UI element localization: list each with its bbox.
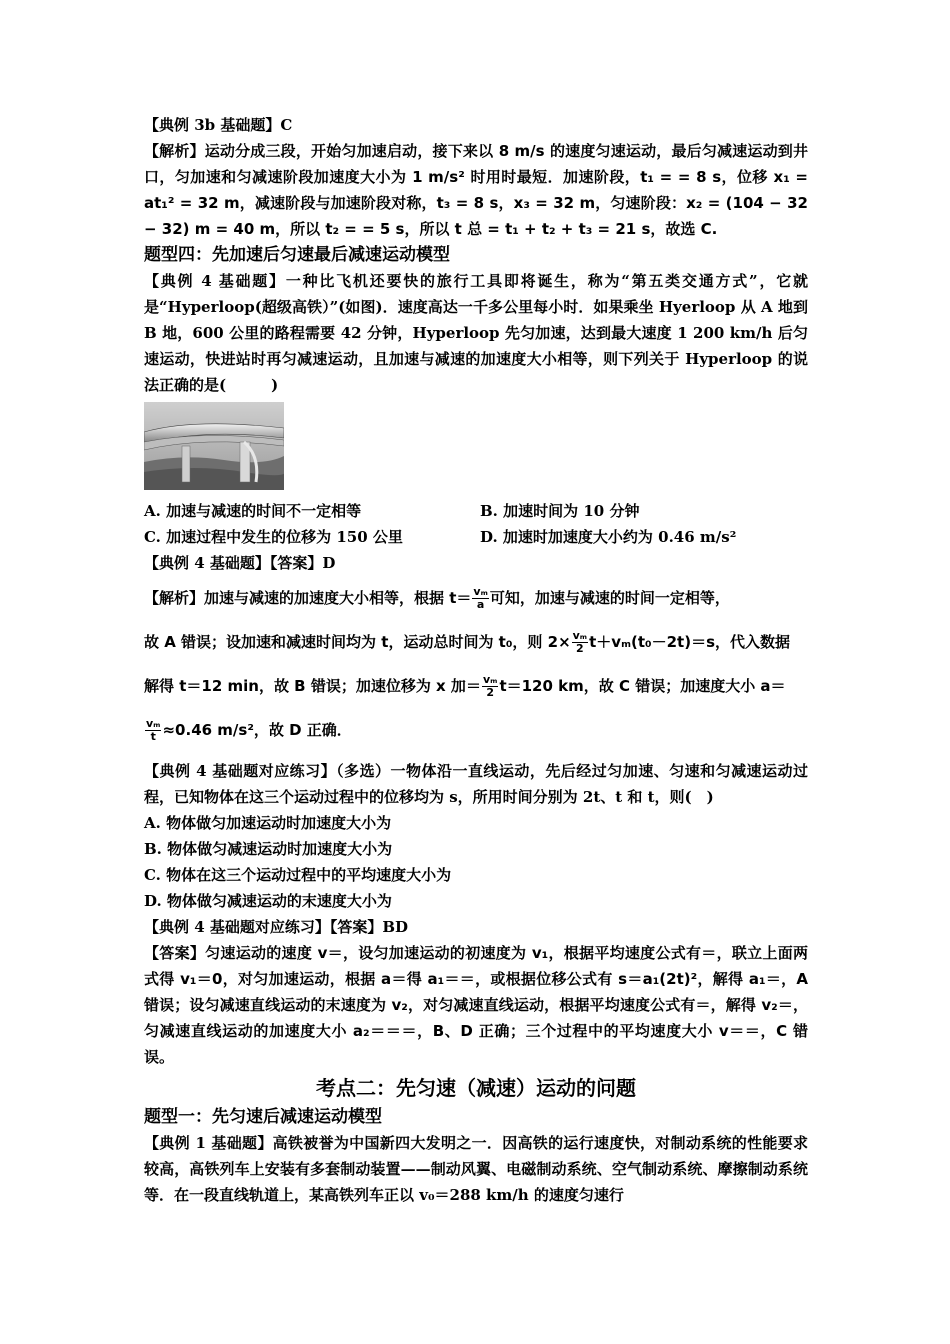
fraction (572, 630, 588, 655)
fraction (472, 586, 488, 611)
ex4-option-c: C. 加速过程中发生的位移为 150 公里 (144, 528, 403, 546)
type1-heading: 题型一：先匀速后减速运动模型 (144, 1107, 382, 1127)
fraction (145, 718, 161, 743)
ex4-answer: 【典例 4 基础题】【答案】D (144, 554, 336, 572)
fraction-denominator: 2 (576, 642, 584, 655)
ex4-options-row1 (144, 498, 808, 524)
ex4-analysis-text: ≈0.46 m/s²，故 D 正确． (162, 721, 352, 739)
ex4-analysis-line2 (144, 620, 808, 664)
fraction-numerator: vₘ (473, 585, 488, 598)
ex4-option-a: A. 加速与减速的时间不一定相等 (144, 502, 362, 520)
ex4-options-row2 (144, 524, 808, 550)
ex4-analysis-text: t＋vₘ(t₀－2t)＝s，代入数据 (589, 633, 791, 651)
fraction (482, 674, 498, 699)
ex4-analysis-line4 (144, 708, 808, 752)
ex1-question: 【典例 1 基础题】高铁被誉为中国新四大发明之一．因高铁的运行速度快，对制动系统的性能要求较高，高铁列车上安装有多套制动装置——制动风翼、电磁制动系统、空气制动系统、摩擦制动系统等．在一段直线轨道上，某高铁列车正以 v₀＝288 km/h 的速度匀速行 (144, 1134, 808, 1204)
ex3b-title: 【典例 3b 基础题】C (144, 116, 293, 134)
ex4-analysis-text: 故 A 错误；设加速和减速时间均为 t，运动总时间为 t₀，则 2× (144, 633, 571, 651)
ex4-analysis-text: 解得 t＝12 min，故 B 错误；加速位移为 x 加＝ (144, 677, 481, 695)
type4-heading: 题型四：先加速后匀速最后减速运动模型 (144, 245, 450, 265)
practice4-explanation: 【答案】匀速运动的速度 v＝，设匀加速运动的初速度为 v₁，根据平均速度公式有＝，联立上面两式得 v₁＝0，对匀加速运动，根据 a＝得 a₁＝＝，或根据位移公式有 s＝a₁(2t)²，解得 a₁＝，A 错误；设匀减速直线运动的末速度为 v₂，对匀减速直线运动，根据平均速度公式有＝，解得 v₂＝，匀减速直线运动的加速度大小 a₂＝＝＝，B、D 正确；三个过程中的平均速度大小 v＝＝，C 错误。 (144, 944, 808, 1066)
document-page (144, 112, 808, 1208)
ex4-option-b: B. 加速时间为 10 分钟 (480, 502, 640, 520)
ex4-analysis-text: t＝120 km，故 C 错误；加速度大小 a＝ (499, 677, 786, 695)
practice4-option-d: D. 物体做匀减速运动的末速度大小为 (144, 892, 392, 910)
ex3b-analysis: 【解析】运动分成三段，开始匀加速启动，接下来以 8 m/s 的速度匀速运动，最后匀减速运动到井口，匀加速和匀减速阶段加速度大小为 1 m/s² 时用时最短．加速阶段，t₁ = = 8 s，位移 x₁ = at₁² = 32 m，减速阶段与加速阶段对称，t₃ = 8 s，x₃ = 32 m，匀速阶段：x₂ = (104 − 32 − 32) m = 40 m，所以 t₂ = = 5 s，所以 t 总 = t₁ + t₂ + t₃ = 21 s，故选 C. (144, 142, 808, 238)
ex4-option-d: D. 加速时加速度大小约为 0.46 m/s² (480, 528, 737, 546)
ex4-analysis-text: 可知，加速与减速的时间一定相等， (489, 589, 730, 607)
ex4-analysis-text: 【解析】加速与减速的加速度大小相等，根据 t＝ (144, 589, 472, 607)
ex4-question: 【典例 4 基础题】一种比飞机还要快的旅行工具即将诞生，称为“第五类交通方式”，它就是“Hyperloop(超级高铁）”(如图)．速度高达一千多公里每小时．如果乘坐 Hyerloop 从 A 地到 B 地，600 公里的路程需要 42 分钟，Hyperloop 先匀加速，达到最大速度 1 200 km/h 后匀速运动，快进站时再匀减速运动，且加速与减速的加速度大小相等，则下列关于 Hyperloop 的说法正确的是( ) (144, 272, 808, 394)
practice4-option-c: C. 物体在这三个运动过程中的平均速度大小为 (144, 866, 452, 884)
fraction-denominator: a (476, 598, 485, 611)
practice4-answer: 【典例 4 基础题对应练习】【答案】BD (144, 918, 409, 936)
fraction-denominator: t (150, 730, 156, 743)
fraction-numerator: vₘ (146, 717, 161, 730)
practice4-option-a: A. 物体做匀加速运动时加速度大小为 (144, 814, 392, 832)
section2-heading: 考点二：先匀速（减速）运动的问题 (316, 1076, 636, 1100)
fraction-numerator: vₘ (572, 629, 588, 642)
fraction-denominator: 2 (486, 686, 495, 699)
ex4-analysis-line3 (144, 664, 808, 708)
fraction-numerator: vₘ (482, 673, 498, 686)
hyperloop-photo (144, 402, 284, 490)
ex4-analysis-line1 (144, 576, 808, 620)
practice4-option-b: B. 物体做匀减速运动时加速度大小为 (144, 840, 393, 858)
practice4-question: 【典例 4 基础题对应练习】（多选）一物体沿一直线运动，先后经过匀加速、匀速和匀减速运动过程，已知物体在这三个运动过程中的位移均为 s，所用时间分别为 2t、t 和 t，则( ) (144, 762, 808, 806)
